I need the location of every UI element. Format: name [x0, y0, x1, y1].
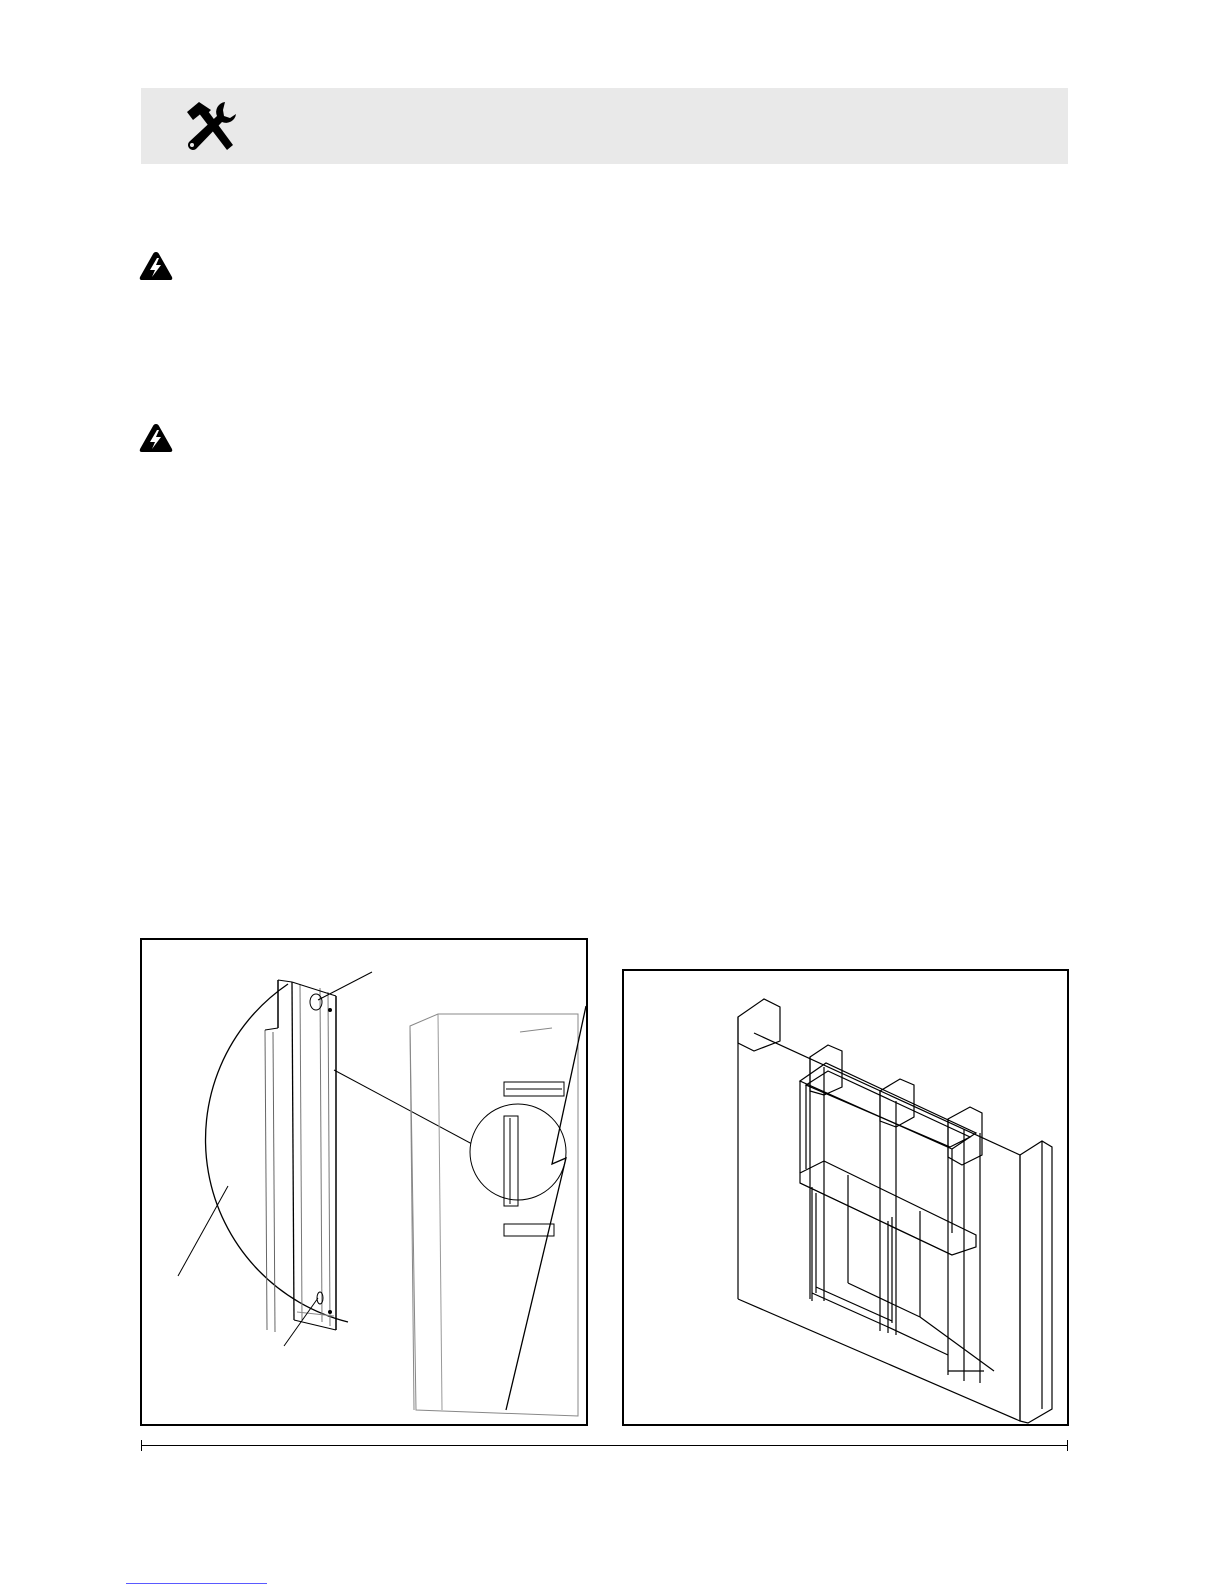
- electric-hazard-icon: [138, 422, 174, 454]
- electric-hazard-icon: [138, 250, 174, 282]
- footer-link-underline[interactable]: [126, 1583, 267, 1584]
- bottom-rule-cap-left: [141, 1440, 142, 1451]
- bottom-rule: [141, 1445, 1068, 1446]
- bracket-detail-figure: [140, 938, 588, 1426]
- bottom-rule-cap-right: [1067, 1440, 1068, 1451]
- section-header: [141, 88, 1068, 164]
- cabinet-assembly-figure: [622, 969, 1069, 1426]
- hammer-wrench-icon: [181, 98, 241, 154]
